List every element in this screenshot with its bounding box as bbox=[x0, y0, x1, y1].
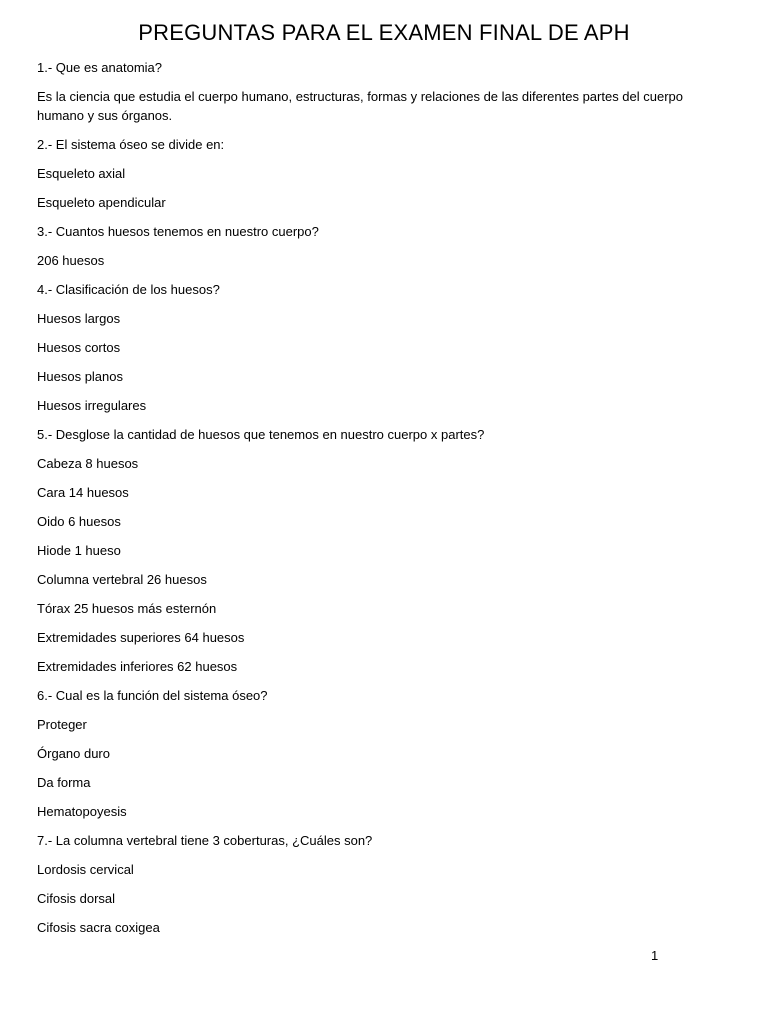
page-number: 1 bbox=[651, 948, 659, 963]
question-2: 2.- El sistema óseo se divide en: bbox=[37, 137, 225, 152]
answer-line: Hematopoyesis bbox=[37, 804, 127, 819]
question-1: 1.- Que es anatomia? bbox=[37, 60, 163, 75]
answer-line: Huesos cortos bbox=[37, 340, 121, 355]
answer-line: Cifosis dorsal bbox=[37, 891, 116, 906]
answer-line: 206 huesos bbox=[37, 253, 105, 268]
answer-line: Hiode 1 hueso bbox=[37, 543, 121, 558]
question-3: 3.- Cuantos huesos tenemos en nuestro cuerpo? bbox=[37, 224, 319, 239]
answer-line: Extremidades superiores 64 huesos bbox=[37, 630, 245, 645]
answer-line: Oido 6 huesos bbox=[37, 514, 121, 529]
answer-line: Proteger bbox=[37, 717, 87, 732]
answer-line: Lordosis cervical bbox=[37, 862, 134, 877]
answer-line: Da forma bbox=[37, 775, 91, 790]
answer-line: Cara 14 huesos bbox=[37, 485, 129, 500]
answer-line: Huesos irregulares bbox=[37, 398, 147, 413]
document-title: PREGUNTAS PARA EL EXAMEN FINAL DE APH bbox=[138, 20, 630, 45]
answer-line: Órgano duro bbox=[37, 746, 110, 761]
answer-line: Cabeza 8 huesos bbox=[37, 456, 139, 471]
question-list bbox=[37, 58, 697, 947]
answer-line: Tórax 25 huesos más esternón bbox=[37, 601, 217, 616]
answer-line: Esqueleto apendicular bbox=[37, 195, 166, 210]
question-4: 4.- Clasificación de los huesos? bbox=[37, 282, 220, 297]
answer-line: Huesos planos bbox=[37, 369, 123, 384]
answer-line: Cifosis sacra coxigea bbox=[37, 920, 160, 935]
question-7: 7.- La columna vertebral tiene 3 coberturas, ¿Cuáles son? bbox=[37, 833, 373, 848]
question-6: 6.- Cual es la función del sistema óseo? bbox=[37, 688, 268, 703]
answer-line: Extremidades inferiores 62 huesos bbox=[37, 659, 238, 674]
answer-line: Columna vertebral 26 huesos bbox=[37, 572, 207, 587]
answer-1: Es la ciencia que estudia el cuerpo humano, estructuras, formas y relaciones de las diferentes partes del cuerpo humano y sus órganos. bbox=[37, 89, 684, 123]
answer-line: Huesos largos bbox=[37, 311, 121, 326]
question-5: 5.- Desglose la cantidad de huesos que tenemos en nuestro cuerpo x partes? bbox=[37, 427, 485, 442]
answer-line: Esqueleto axial bbox=[37, 166, 126, 181]
